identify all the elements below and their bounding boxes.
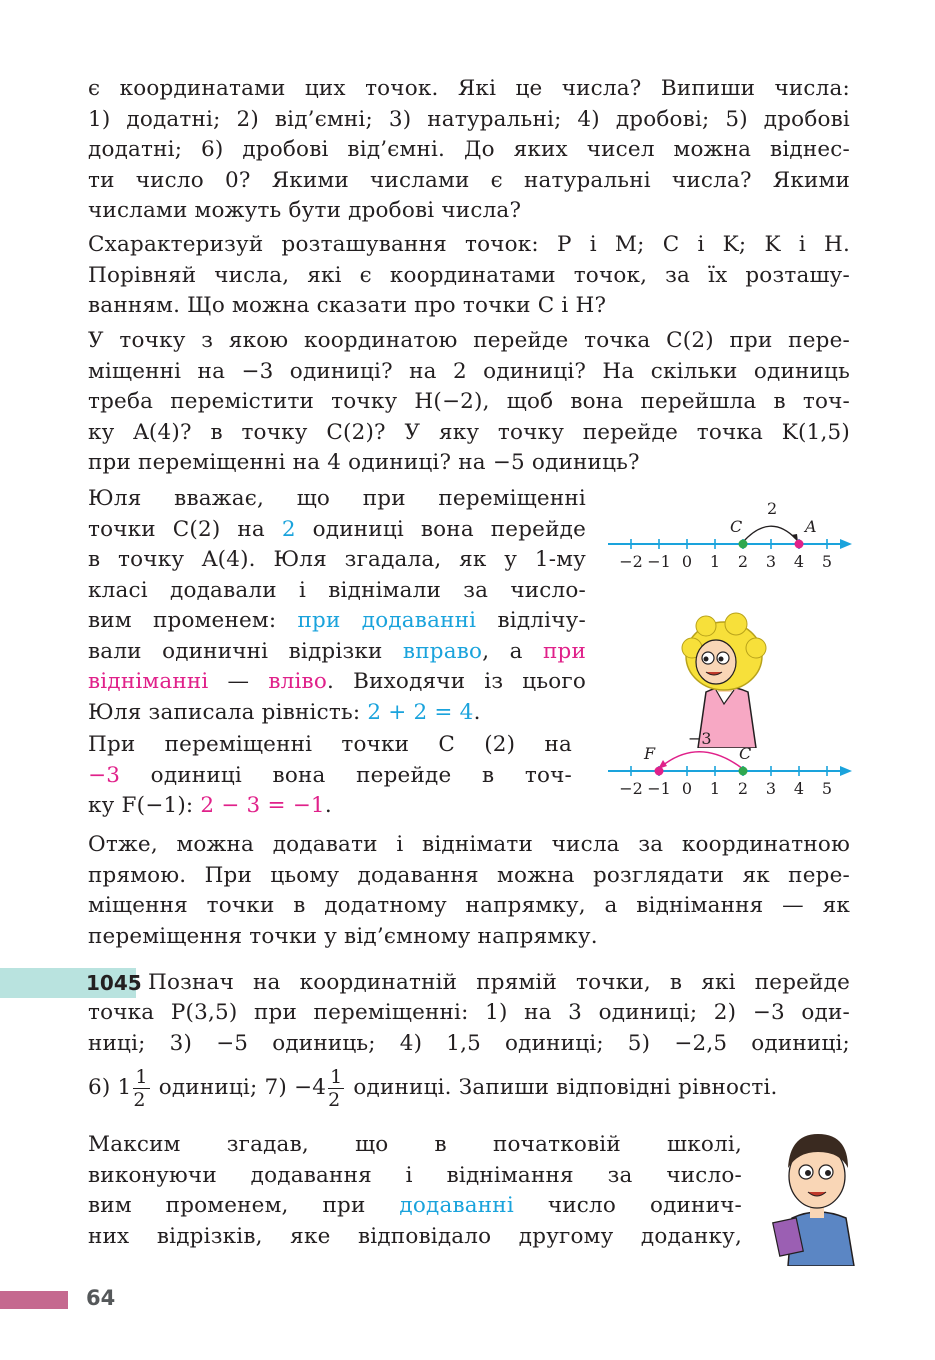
exercise-number: 1045 (86, 971, 142, 995)
shift-arc (662, 752, 743, 769)
text-line: Познач на координатній прямій точки, в які перейде (148, 970, 850, 995)
label-f: F (644, 744, 656, 763)
number-line-2 (600, 720, 860, 804)
text-line: треба перемістити точку H(−2), щоб вона перейшла в точ- (88, 389, 850, 414)
tick-label: 2 (737, 779, 749, 798)
tick-label: 5 (821, 779, 833, 798)
paragraph-6 (88, 830, 850, 952)
text-line: є координатами цих точок. Які це числа? Випиши числа: (88, 76, 850, 101)
number-line-1 (600, 492, 860, 576)
text-line: Схарактеризуй розташування точок: P і M; C і K; K і H. (88, 232, 850, 257)
text-line: точки C(2) на 2 одиниці вона перейде (88, 516, 586, 542)
tick-label: −2 (619, 779, 643, 798)
text-line: ванням. Що можна сказати про точки C і H? (88, 293, 607, 318)
tick-label: 4 (793, 552, 805, 571)
text-line: 6) 1 $\frac{1}{2}$ одиниці; 7) −4 $\frac{1}{2}$ одиниці. Запиши відповідні рівності. (88, 1065, 778, 1111)
paragraph-3 (88, 326, 850, 479)
shift-arc (743, 526, 796, 542)
tick-label: 3 (765, 552, 777, 571)
tick-label: −1 (647, 552, 671, 571)
paragraph-1 (88, 74, 850, 227)
text-line: ниці; 3) −5 одиниць; 4) 1,5 одиниці; 5) −2,5 одиниці; (88, 1030, 850, 1056)
point-f (655, 767, 664, 776)
point-a (795, 540, 804, 549)
tick-label: 3 (765, 779, 777, 798)
paragraph-4 (88, 484, 586, 728)
text-line: Отже, можна додавати і віднімати числа за координатною (88, 832, 850, 857)
text-line: 1) додатні; 2) від’ємні; 3) натуральні; 4) дробові; 5) дробові (88, 106, 850, 132)
exercise-1045 (148, 968, 850, 999)
fraction: $\frac{1}{2}$ (133, 1065, 148, 1111)
text-line: Максим згадав, що в початковій школі, (88, 1132, 742, 1157)
page-number: 64 (86, 1286, 116, 1310)
exercise-1045-fractions-line (88, 1064, 850, 1112)
text-line: міщенні на −3 одиниці? на 2 одиниці? На скільки одиниць (88, 358, 850, 384)
text-line: Юля записала рівність: 2 + 2 = 4. (88, 699, 481, 725)
text-line: ку A(4)? в точку C(2)? У яку точку перейде точка K(1,5) (88, 419, 850, 445)
fraction: $\frac{1}{2}$ (328, 1065, 343, 1111)
text-line: додатні; 6) дробові від’ємні. До яких чисел можна віднес- (88, 137, 850, 162)
text-line: ти число 0? Якими числами є натуральні числа? Якими (88, 167, 850, 193)
point-c (739, 767, 748, 776)
text-line: класі додавали і віднімали за число- (88, 577, 586, 603)
text-line: Юля вважає, що при переміщенні (88, 486, 586, 511)
text-line: виконуючи додавання і віднімання за число- (88, 1162, 742, 1188)
text-line: ку F(−1): 2 − 3 = −1. (88, 793, 332, 818)
tick-label: 5 (821, 552, 833, 571)
text-line: них відрізків, яке відповідало другому доданку, (88, 1223, 742, 1249)
text-line: числами можуть бути дробові числа? (88, 198, 522, 223)
text-line: вали одиничні відрізки вправо, а при (88, 638, 586, 664)
tick-label: 1 (709, 779, 721, 798)
tick-label: 0 (681, 552, 693, 571)
tick-label: 4 (793, 779, 805, 798)
label-c: C (739, 744, 752, 763)
text-line: −3 одиниці вона перейде в точ- (88, 762, 572, 788)
tick-label: −1 (647, 779, 671, 798)
text-line: вим променем, при додаванні число одинич- (88, 1193, 742, 1218)
axis-arrow-icon (840, 766, 852, 776)
text-line: При переміщенні точки C (2) на (88, 732, 572, 757)
paragraph-5 (88, 730, 572, 822)
shift-label: −3 (688, 729, 712, 748)
tick-label: 2 (737, 552, 749, 571)
text-line: при переміщенні на 4 одиниці? на −5 одиниць? (88, 450, 640, 475)
shift-label: 2 (767, 499, 778, 518)
text-line: міщення точки в додатному напрямку, а віднімання — як (88, 893, 850, 918)
paragraph-8 (88, 1130, 742, 1252)
text-line: У точку з якою координатою перейде точка C(2) при пере- (88, 328, 850, 353)
label-c: C (730, 517, 743, 536)
text-line: вим променем: при додаванні відлічу- (88, 608, 586, 633)
boy-illustration (770, 1124, 866, 1266)
text-line: переміщення точки у від’ємному напрямку. (88, 923, 598, 949)
axis-arrow-icon (840, 539, 852, 549)
text-line: відніманні — вліво. Виходячи із цього (88, 669, 586, 694)
tick-label: 1 (709, 552, 721, 571)
text-line: в точку A(4). Юля згадала, як у 1-му (88, 547, 586, 572)
paragraph-2 (88, 230, 850, 322)
tick-label: 0 (681, 779, 693, 798)
text-line: прямою. При цьому додавання можна розглядати як пере- (88, 862, 850, 888)
label-a: A (805, 517, 817, 536)
page-number-bar (0, 1291, 68, 1309)
tick-label: −2 (619, 552, 643, 571)
text-line: точка P(3,5) при переміщенні: 1) на 3 одиниці; 2) −3 оди- (88, 1000, 850, 1025)
exercise-1045-body (88, 998, 850, 1059)
text-line: Порівняй числа, які є координатами точок, за їх розташу- (88, 262, 850, 288)
point-c (739, 540, 748, 549)
